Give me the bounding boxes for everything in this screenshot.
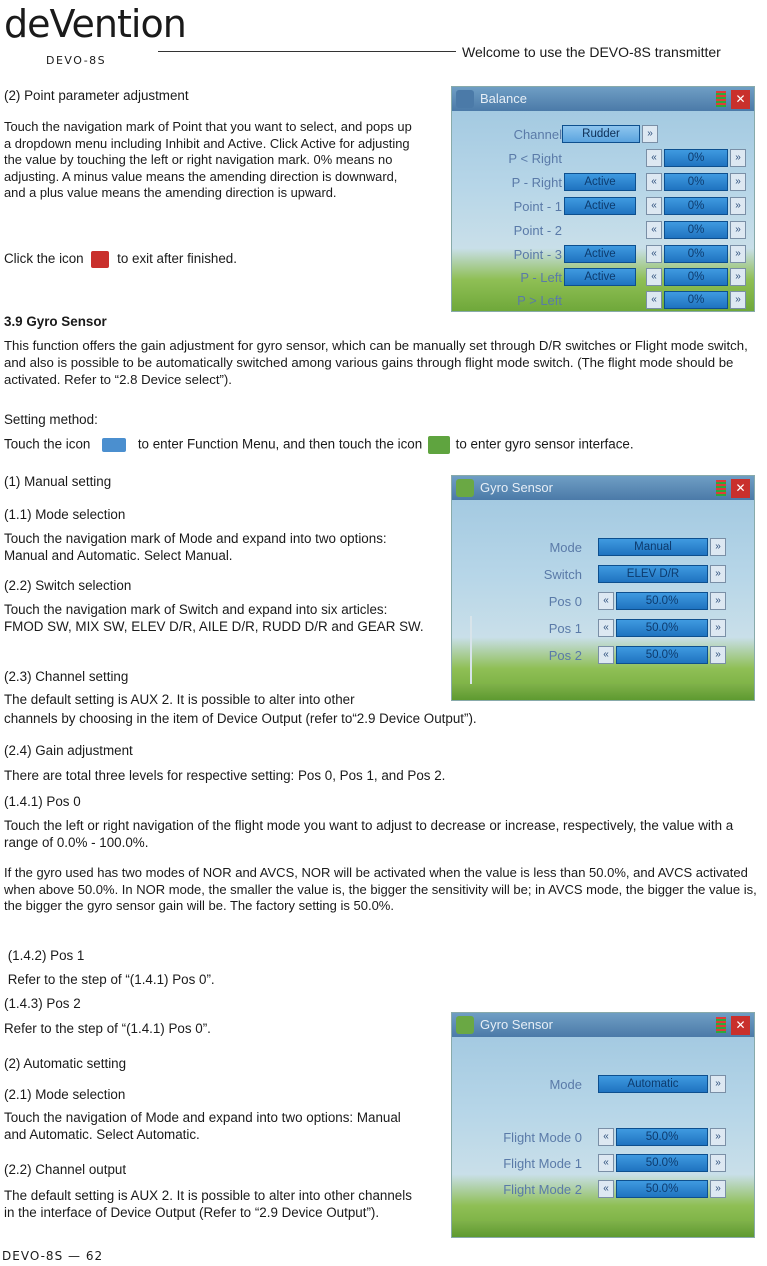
pos-value: 50.0% <box>616 592 708 610</box>
point-heading: (2) Point parameter adjustment <box>4 88 189 103</box>
touch-line <box>4 436 634 454</box>
chevron-right-icon[interactable]: » <box>710 538 726 556</box>
channel-select[interactable]: Rudder <box>562 125 640 143</box>
exit-icon[interactable]: ✕ <box>731 479 750 498</box>
mode-select[interactable]: Automatic <box>598 1075 708 1093</box>
gyro-auto-title: Gyro Sensor <box>480 1017 553 1032</box>
gyro-sensor-icon <box>428 436 450 454</box>
page-footer <box>2 1248 103 1264</box>
row-value: 0% <box>664 149 728 167</box>
switch-label: Switch <box>543 567 582 582</box>
channel-body-1: The default setting is AUX 2. It is possible to alter into other <box>4 692 355 707</box>
active-button[interactable]: Active <box>564 245 636 263</box>
gyro-auto-screen <box>451 1012 755 1238</box>
chevron-right-icon[interactable]: » <box>730 268 746 286</box>
chevron-right-icon[interactable]: » <box>730 221 746 239</box>
setting-method: Setting method: <box>4 412 98 427</box>
battery-icon <box>716 1017 726 1033</box>
chevron-right-icon[interactable]: » <box>730 197 746 215</box>
touch-text-b: to enter Function Menu, and then touch the icon <box>137 436 423 452</box>
gyro-heading: 3.9 Gyro Sensor <box>4 314 107 329</box>
chevron-left-icon[interactable]: « <box>646 291 662 309</box>
chevron-left-icon[interactable]: « <box>598 1180 614 1198</box>
flight-mode-label: Flight Mode 1 <box>503 1156 582 1171</box>
mode-label: Mode <box>549 1077 582 1092</box>
balance-titlebar <box>452 87 754 111</box>
chevron-left-icon[interactable]: « <box>646 173 662 191</box>
chevron-left-icon[interactable]: « <box>646 149 662 167</box>
battery-icon <box>716 480 726 496</box>
chevron-right-icon[interactable]: » <box>710 1154 726 1172</box>
flight-mode-label: Flight Mode 2 <box>503 1182 582 1197</box>
mode-select[interactable]: Manual <box>598 538 708 556</box>
chevron-left-icon[interactable]: « <box>646 197 662 215</box>
pos0-body-2: If the gyro used has two modes of NOR and AVCS, NOR will be activated when the value is less than 50.0%, and AVCS activated when above 50.0%. In NOR mode, the smaller the value is, the bigger the sensitivity will be; in AVCS mode, the bigger the value is, the bigger the gyro sensor gain will be. The factory setting is 50.0%. <box>4 865 757 914</box>
pos2-body: Refer to the step of “(1.4.1) Pos 0”. <box>4 1021 211 1036</box>
row-value: 0% <box>664 268 728 286</box>
manual-heading: (1) Manual setting <box>4 474 112 489</box>
auto-heading: (2) Automatic setting <box>4 1056 127 1071</box>
battery-icon <box>716 91 726 107</box>
active-button[interactable]: Active <box>564 173 636 191</box>
mode-sel-body: Touch the navigation mark of Mode and expand into two options: Manual and Automatic. Select Manual. <box>4 531 387 563</box>
auto-mode-heading: (2.1) Mode selection <box>4 1087 126 1102</box>
chevron-right-icon[interactable]: » <box>710 1075 726 1093</box>
gyro-auto-titlebar <box>452 1013 754 1037</box>
exit-icon[interactable]: ✕ <box>731 1016 750 1035</box>
pos1-heading: (1.4.2) Pos 1 <box>4 948 85 963</box>
pos-value: 50.0% <box>616 619 708 637</box>
mode-label: Mode <box>549 540 582 555</box>
row-label: Point - 1 <box>513 199 562 214</box>
ground-graphic <box>452 1221 754 1237</box>
balance-screen <box>451 86 755 312</box>
row-label: Point - 2 <box>513 223 562 238</box>
active-button[interactable]: Active <box>564 197 636 215</box>
chevron-left-icon[interactable]: « <box>646 221 662 239</box>
pos1-body: Refer to the step of “(1.4.1) Pos 0”. <box>4 972 215 987</box>
mode-sel-heading: (1.1) Mode selection <box>4 507 126 522</box>
row-label: P < Right <box>508 151 562 166</box>
chevron-left-icon[interactable]: « <box>598 592 614 610</box>
welcome-text: Welcome to use the DEVO-8S transmitter <box>462 44 721 60</box>
gyro-intro: This function offers the gain adjustment for gyro sensor, which can be manually set through D/R switches or Flight mode switch, and also is possible to be automatically switched among various gains through flight mode switch. (The flight mode should be activated. Refer to “2.8 Device select”). <box>4 338 748 387</box>
ground-graphic <box>452 684 754 700</box>
windmill-graphic <box>470 616 472 686</box>
chevron-right-icon[interactable]: » <box>710 619 726 637</box>
auto-channel-heading: (2.2) Channel output <box>4 1162 127 1177</box>
pos-label: Pos 0 <box>548 594 582 609</box>
chevron-right-icon[interactable]: » <box>710 565 726 583</box>
chevron-left-icon[interactable]: « <box>646 268 662 286</box>
chevron-right-icon[interactable]: » <box>710 1128 726 1146</box>
row-value: 0% <box>664 291 728 309</box>
chevron-left-icon[interactable]: « <box>598 1128 614 1146</box>
header-rule <box>158 51 456 52</box>
pos2-heading: (1.4.3) Pos 2 <box>4 996 81 1011</box>
gyro-titlebar <box>452 476 754 500</box>
row-label: P - Right <box>511 175 562 190</box>
pos-label: Pos 1 <box>548 621 582 636</box>
footer-dash: — <box>68 1249 86 1263</box>
chevron-right-icon[interactable]: » <box>730 149 746 167</box>
gain-body: There are total three levels for respective setting: Pos 0, Pos 1, and Pos 2. <box>4 768 446 783</box>
chevron-left-icon[interactable]: « <box>598 619 614 637</box>
exit-text-after: to exit after finished. <box>117 251 237 267</box>
channel-label: Channel <box>513 127 562 142</box>
balance-app-icon <box>456 90 474 108</box>
exit-icon <box>91 251 109 268</box>
footer-model: DEVO-8S <box>2 1249 64 1263</box>
function-menu-icon <box>102 438 126 452</box>
chevron-right-icon[interactable]: » <box>730 291 746 309</box>
chevron-left-icon[interactable]: « <box>646 245 662 263</box>
auto-channel-body: The default setting is AUX 2. It is possible to alter into other channels in the interface of Device Output (Refer to “2.9 Device Output”). <box>4 1188 412 1220</box>
chevron-right-icon[interactable]: » <box>710 1180 726 1198</box>
gyro-app-icon <box>456 1016 474 1034</box>
pos-value: 50.0% <box>616 646 708 664</box>
row-value: 0% <box>664 173 728 191</box>
exit-text-before: Click the icon <box>4 251 84 267</box>
chevron-right-icon[interactable]: » <box>642 125 658 143</box>
row-value: 0% <box>664 245 728 263</box>
active-button[interactable]: Active <box>564 268 636 286</box>
row-value: 0% <box>664 221 728 239</box>
row-label: P - Left <box>520 270 562 285</box>
pos0-body-1: Touch the left or right navigation of the flight mode you want to adjust to decrease or increase, respectively, the value with a range of 0.0% - 100.0%. <box>4 818 734 850</box>
channel-heading: (2.3) Channel setting <box>4 669 129 684</box>
row-value: 0% <box>664 197 728 215</box>
flight-mode-value: 50.0% <box>616 1180 708 1198</box>
flight-mode-label: Flight Mode 0 <box>503 1130 582 1145</box>
page-number: 62 <box>85 1249 104 1263</box>
point-exit-line <box>4 251 237 268</box>
gyro-title: Gyro Sensor <box>480 480 553 495</box>
pos-label: Pos 2 <box>548 648 582 663</box>
touch-text-a: Touch the icon <box>4 436 91 452</box>
chevron-left-icon[interactable]: « <box>598 646 614 664</box>
brand-model: DEVO-8S <box>46 54 107 67</box>
chevron-right-icon[interactable]: » <box>730 245 746 263</box>
touch-text-c: to enter gyro sensor interface. <box>455 436 634 452</box>
chevron-right-icon[interactable]: » <box>730 173 746 191</box>
switch-select[interactable]: ELEV D/R <box>598 565 708 583</box>
chevron-right-icon[interactable]: » <box>710 646 726 664</box>
gyro-app-icon <box>456 479 474 497</box>
brand-logo: deVention <box>4 2 186 46</box>
chevron-right-icon[interactable]: » <box>710 592 726 610</box>
exit-icon[interactable]: ✕ <box>731 90 750 109</box>
row-label: P > Left <box>517 293 562 308</box>
row-label: Point - 3 <box>513 247 562 262</box>
switch-sel-body: Touch the navigation mark of Switch and expand into six articles: FMOD SW, MIX SW, ELEV D/R, AILE D/R, RUDD D/R and GEAR SW. <box>4 602 424 634</box>
point-body: Touch the navigation mark of Point that you want to select, and pops up a dropdown menu including Inhibit and Active. Click Active for adjusting the value by touching the left or right navigation mark. 0% means no adjusting. A minus value means the amending direction is downward, and a plus value means the amending direction is upward. <box>4 119 412 201</box>
gain-heading: (2.4) Gain adjustment <box>4 743 133 758</box>
auto-mode-body: Touch the navigation of Mode and expand into two options: Manual and Automatic. Select Automatic. <box>4 1110 401 1142</box>
flight-mode-value: 50.0% <box>616 1154 708 1172</box>
gyro-manual-screen <box>451 475 755 701</box>
switch-sel-heading: (2.2) Switch selection <box>4 578 132 593</box>
channel-body-2: channels by choosing in the item of Device Output (refer to“2.9 Device Output”). <box>4 711 477 726</box>
pos0-heading: (1.4.1) Pos 0 <box>4 794 81 809</box>
chevron-left-icon[interactable]: « <box>598 1154 614 1172</box>
balance-title: Balance <box>480 91 527 106</box>
flight-mode-value: 50.0% <box>616 1128 708 1146</box>
